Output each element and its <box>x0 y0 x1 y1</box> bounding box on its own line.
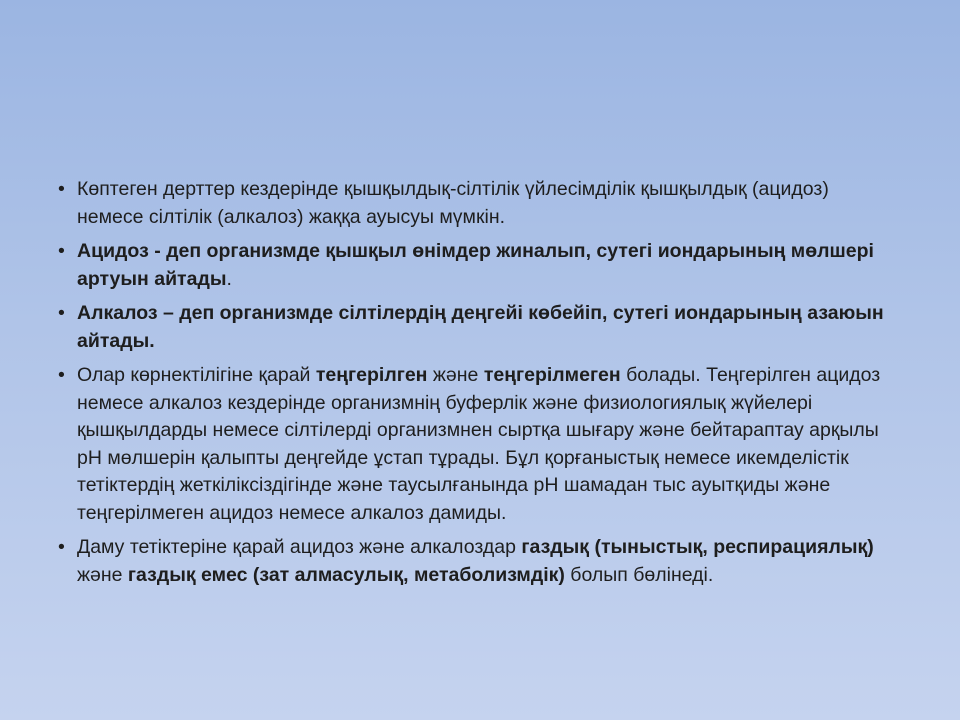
text-run: болады. Теңгерілген ацидоз немесе алкалоз кездерінде организмнің буферлік және физиологиялық жүйелері қышқылдарды немесе сілтілерді организмнен сыртқа шығару және бейтараптау арқылы рН мөлшерін қалыпты деңгейде ұстап тұрады. Бұл қорғаныстық немесе икемделістік тетіктердің жеткіліксіздігінде және таусылғанында рН шамадан тыс ауытқиды және теңгерілмеген ацидоз немесе алкалоз дамиды. <box>77 364 881 524</box>
bullet-icon: • <box>58 240 65 262</box>
text-run: болып бөлінеді. <box>564 563 714 586</box>
bold-text-run: теңгерілмеген <box>483 364 621 386</box>
bold-text-run: теңгерілген <box>315 364 428 386</box>
text-run: Даму тетіктеріне қарай ацидоз және алкалоздар <box>77 536 522 558</box>
bullet-item-2 <box>58 238 898 293</box>
bold-text-run: Алкалоз – деп организмде сілтілердің деңгейі көбейіп, сутегі иондарының азаюын айтады. <box>77 302 884 352</box>
bullet-item-5 <box>58 534 898 589</box>
bullet-item-4 <box>58 362 898 527</box>
bullet-item-1 <box>58 176 898 231</box>
bold-text-run: газдық емес (зат алмасулық, метаболизмдік) <box>127 563 565 586</box>
bullet-icon: • <box>58 302 65 324</box>
bullet-icon: • <box>58 364 65 386</box>
text-run: Көптеген дерттер кездерінде қышқылдық-сілтілік үйлесімділік қышқылдық (ацидоз) немесе сілтілік (алкалоз) жаққа ауысуы мүмкін. <box>77 178 829 228</box>
bullet-item-3 <box>58 300 898 355</box>
text-run: және <box>77 563 128 586</box>
slide-body-text <box>58 176 898 596</box>
bullet-icon: • <box>58 178 65 200</box>
bold-text-run: Ацидоз - деп организмде қышқыл өнімдер жиналып, сутегі иондарының мөлшері артуын айтады <box>77 240 874 290</box>
bold-text-run: газдық (тыныстық, респирациялық) <box>521 536 874 558</box>
bullet-icon: • <box>58 536 65 558</box>
text-run: Олар көрнектілігіне қарай <box>77 364 316 386</box>
text-run: . <box>226 267 232 290</box>
text-run: және <box>427 364 484 386</box>
